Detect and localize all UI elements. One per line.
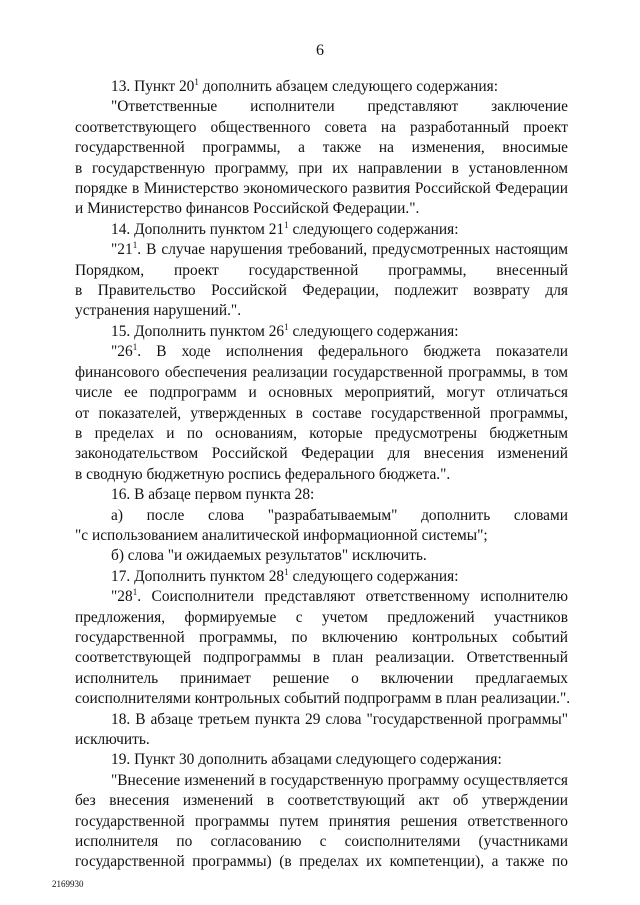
line-text: следующего содержания: bbox=[288, 567, 459, 585]
line-text: исполнителя по согласованию с соисполнителями (участниками bbox=[75, 833, 568, 851]
line-text: 15. Дополнить пунктом 26 bbox=[111, 322, 285, 340]
line-text: в сводную бюджетную роспись федерального бюджета.". bbox=[75, 465, 451, 483]
text-line bbox=[75, 220, 568, 240]
line-text: государственной программы, а также на изменения, вносимые bbox=[75, 139, 568, 157]
line-text: "Внесение изменений в государственную программу осуществляется bbox=[111, 771, 568, 789]
line-text: соисполнителями контрольных событий подпрограмм в план реализации.". bbox=[75, 690, 571, 708]
text-line bbox=[75, 546, 568, 566]
line-text: предложения, формируемые с учетом предложений участников bbox=[75, 608, 568, 626]
line-text: . Соисполнители представляют ответственному исполнителю bbox=[137, 588, 568, 606]
text-line bbox=[75, 444, 568, 464]
text-line bbox=[75, 363, 568, 383]
superscript: 1 bbox=[194, 77, 199, 87]
text-line bbox=[75, 791, 568, 811]
text-line bbox=[75, 587, 568, 607]
line-text: числе ее подпрограмм и основных мероприятий, могут отличаться bbox=[75, 384, 568, 402]
line-text: в Правительство Российской Федерации, подлежит возврату для bbox=[75, 282, 568, 300]
text-line bbox=[75, 97, 568, 117]
text-line bbox=[75, 812, 568, 832]
page-number: 6 bbox=[316, 42, 324, 59]
text-line bbox=[75, 485, 568, 505]
line-text: 13. Пункт 20 bbox=[111, 78, 195, 95]
superscript: 1 bbox=[132, 342, 138, 353]
line-text: 18. В абзаце третьем пункта 29 слова "государственной программы" bbox=[111, 710, 568, 728]
line-text: б) слова "и ожидаемых результатов" исключить. bbox=[111, 547, 427, 565]
line-text: государственной программы путем принятия решения ответственного bbox=[75, 812, 568, 830]
line-text: 19. Пункт 30 дополнить абзацами следующего содержания: bbox=[111, 751, 502, 769]
text-line bbox=[75, 771, 568, 791]
text-line bbox=[75, 301, 568, 321]
line-text: "28 bbox=[111, 588, 133, 606]
text-line bbox=[75, 404, 568, 424]
text-line bbox=[75, 526, 568, 546]
line-text: финансового обеспечения реализации государственной программы, в том bbox=[75, 363, 568, 381]
superscript: 1 bbox=[132, 587, 138, 598]
text-line bbox=[75, 424, 568, 444]
text-line bbox=[75, 281, 568, 301]
line-text: государственной программы, по включению контрольных событий bbox=[75, 628, 568, 646]
line-text: государственной программы) (в пределах их компетенции), а также по bbox=[75, 853, 568, 871]
text-line bbox=[75, 648, 568, 668]
superscript: 1 bbox=[284, 566, 289, 577]
text-line bbox=[75, 628, 568, 648]
document-body bbox=[75, 77, 571, 873]
text-line bbox=[75, 77, 568, 97]
line-text: . В случае нарушения требований, предусмотренных настоящим bbox=[137, 241, 568, 259]
text-line bbox=[75, 138, 568, 158]
line-text: следующего содержания: bbox=[288, 322, 459, 340]
line-text: соответствующего общественного совета на разработанный проект bbox=[75, 118, 568, 136]
line-text: следующего содержания: bbox=[288, 220, 459, 238]
text-line bbox=[75, 608, 568, 628]
superscript: 1 bbox=[132, 240, 138, 251]
text-line bbox=[75, 261, 568, 281]
text-line bbox=[75, 506, 568, 526]
text-line bbox=[75, 322, 568, 342]
line-text: а) после слова "разрабатываемым" дополнить словами bbox=[111, 506, 568, 524]
text-line bbox=[75, 383, 568, 403]
line-text: 14. Дополнить пунктом 21 bbox=[111, 220, 285, 238]
line-text: Порядком, проект государственной программы, внесенный bbox=[75, 261, 568, 279]
line-text: законодательством Российской Федерации для внесения изменений bbox=[75, 445, 568, 463]
line-text: в пределах и по основаниям, которые предусмотрены бюджетным bbox=[75, 424, 568, 442]
line-text: 16. В абзаце первом пункта 28: bbox=[111, 486, 315, 504]
text-line bbox=[75, 689, 571, 709]
text-line bbox=[75, 179, 568, 199]
text-line bbox=[75, 710, 568, 730]
line-text: "21 bbox=[111, 241, 133, 259]
text-line bbox=[75, 567, 568, 587]
text-line bbox=[75, 240, 568, 260]
line-text: "с использованием аналитической информационной системы"; bbox=[75, 526, 488, 544]
line-text: дополнить абзацем следующего содержания: bbox=[198, 78, 498, 95]
line-text: от показателей, утвержденных в составе государственной программы, bbox=[75, 404, 568, 422]
line-text: и Министерство финансов Российской Федерации.". bbox=[75, 200, 420, 218]
text-line bbox=[75, 465, 568, 485]
line-text: "Ответственные исполнители представляют заключение bbox=[111, 98, 568, 116]
text-line bbox=[75, 832, 568, 852]
line-text: без внесения изменений в соответствующий акт об утверждении bbox=[75, 792, 568, 810]
text-line bbox=[75, 730, 568, 750]
text-line bbox=[75, 118, 568, 138]
text-line bbox=[75, 199, 568, 219]
text-line bbox=[75, 750, 568, 770]
line-text: исполнитель принимает решение о включении предлагаемых bbox=[75, 669, 568, 687]
text-line bbox=[75, 342, 568, 362]
line-text: "26 bbox=[111, 343, 133, 361]
superscript: 1 bbox=[284, 219, 289, 230]
superscript: 1 bbox=[284, 321, 289, 332]
line-text: исключить. bbox=[75, 731, 150, 748]
line-text: порядке в Министерство экономического развития Российской Федерации bbox=[75, 180, 568, 198]
text-line bbox=[75, 669, 568, 689]
text-line bbox=[75, 159, 568, 179]
line-text: в государственную программу, при их направлении в установленном bbox=[75, 159, 568, 177]
document-code: 2169930 bbox=[52, 879, 84, 889]
line-text: 17. Дополнить пунктом 28 bbox=[111, 567, 285, 585]
line-text: устранения нарушений.". bbox=[75, 302, 242, 320]
line-text: соответствующей подпрограммы в план реализации. Ответственный bbox=[75, 649, 568, 667]
line-text: . В ходе исполнения федерального бюджета показатели bbox=[137, 343, 568, 361]
text-line bbox=[75, 852, 568, 872]
